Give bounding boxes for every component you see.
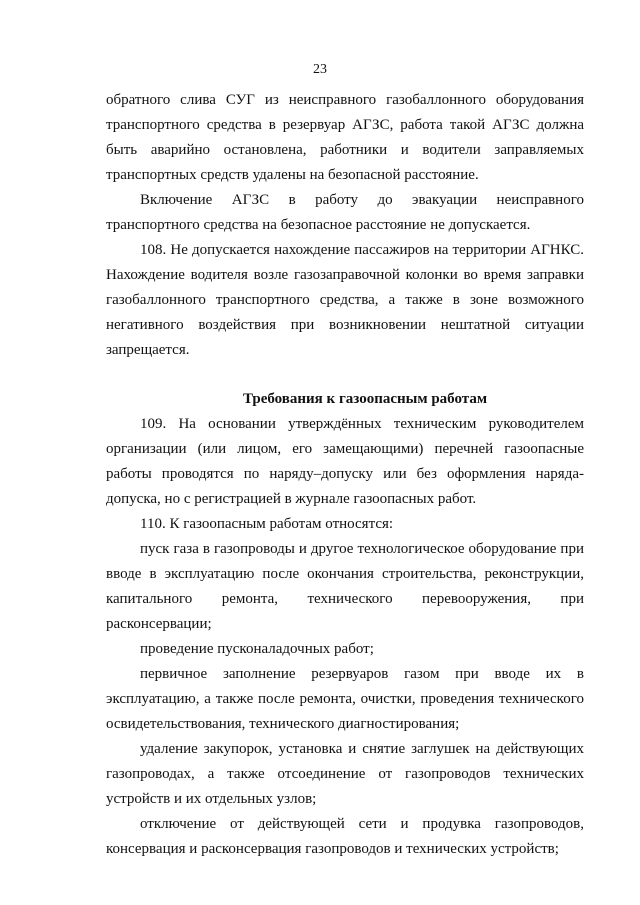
list-item-commissioning: проведение пусконаладочных работ;	[140, 641, 374, 657]
paragraph-110: 110. К газоопасным работам относятся:	[140, 516, 394, 532]
list-item-tank-filling: первичное заполнение резервуаров газом при вводе их в эксплуатацию, а также после ремонта, очистки, проведения технического освидетельствования, технического диагностирования;	[106, 666, 584, 732]
list-item-gas-startup: пуск газа в газопроводы и другое технологическое оборудование при вводе в эксплуатацию после окончания строительства, реконструкции, капитального ремонта, технического перевооружения, при расконсервации;	[106, 541, 584, 632]
document-body	[106, 88, 584, 862]
list-item-blockage-removal: удаление закупорок, установка и снятие заглушек на действующих газопроводах, а также отсоединение от газопроводов технических устройств и их отдельных узлов;	[106, 741, 584, 807]
paragraph-108: 108. Не допускается нахождение пассажиров на территории АГНКС. Нахождение водителя возле газозаправочной колонки во время заправки газобаллонного транспортного средства, а также в зоне возможного негативного воздействия при возникновении нештатной ситуации запрещается.	[106, 242, 584, 358]
page-number: 23	[313, 62, 327, 77]
paragraph-109: 109. На основании утверждённых техническим руководителем организации (или лицом, его замещающими) перечней газоопасные работы проводятся по наряду–допуску или без оформления наряда-допуска, но с регистрацией в журнале газоопасных работ.	[106, 416, 584, 507]
paragraph-continuation: обратного слива СУГ из неисправного газобаллонного оборудования транспортного средства в резервуар АГЗС, работа такой АГЗС должна быть аварийно остановлена, работники и водители заправляемых транспортных средств удалены на безопасной расстояние.	[106, 92, 584, 183]
paragraph-agzs-inclusion: Включение АГЗС в работу до эвакуации неисправного транспортного средства на безопасное расстояние не допускается.	[106, 192, 584, 233]
section-heading: Требования к газоопасным работам	[242, 391, 488, 407]
list-item-disconnection: отключение от действующей сети и продувка газопроводов, консервация и расконсервация газопроводов и технических устройств;	[106, 816, 584, 857]
